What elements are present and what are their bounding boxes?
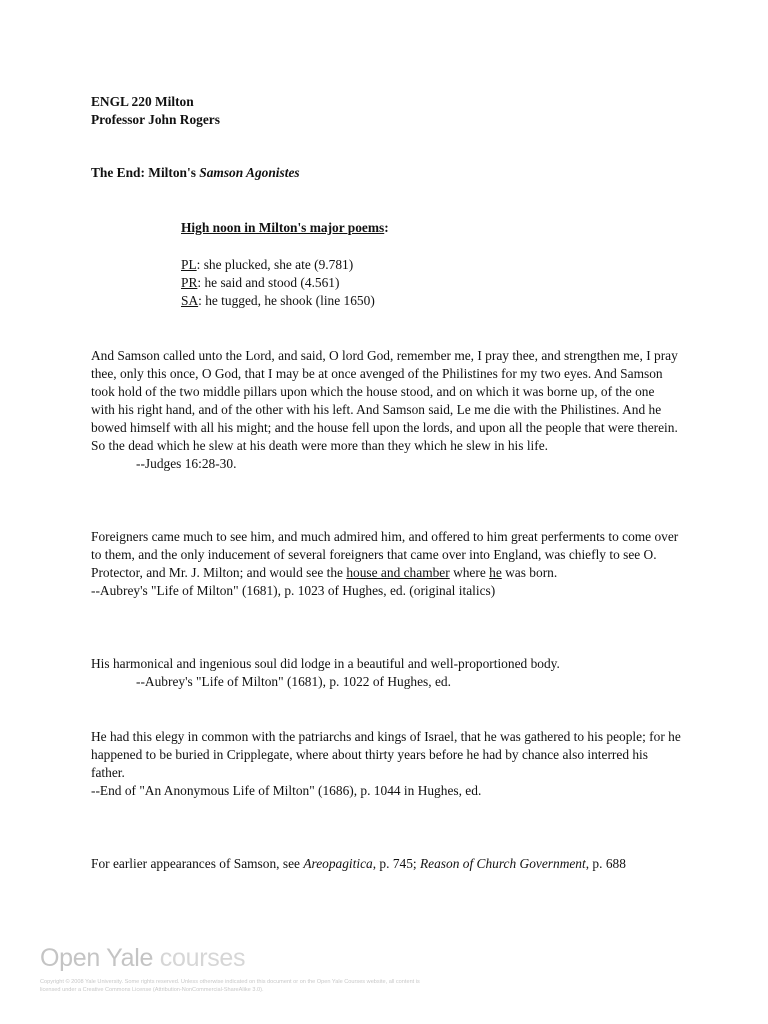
high-noon-text: : he said and stood (4.561) <box>197 275 340 290</box>
high-noon-text: : he tugged, he shook (line 1650) <box>198 293 375 308</box>
high-noon-abbr: PL <box>181 257 197 272</box>
professor-name: Professor John Rogers <box>91 112 220 127</box>
open-yale-courses-logo <box>40 944 245 973</box>
page-title-prefix: The End: Milton's <box>91 165 200 180</box>
aubrey-soul-quote <box>91 655 681 691</box>
closing-work-title: Reason of Church Government <box>419 856 586 871</box>
closing-text-part: , p. 745; <box>372 856 420 871</box>
high-noon-heading <box>181 219 389 237</box>
quote-text-part: where <box>449 565 490 580</box>
quote-text-part: Foreigners came much to see him, and much admired him, and offered to him great perferments to come over to them, and the only inducement of several foreigners that came over into England, was chiefly to see O. Protector, and Mr. J. Milton; and would see the <box>91 529 679 580</box>
aubrey-soul-text: His harmonical and ingenious soul did lodge in a beautiful and well-proportioned body. <box>91 656 560 671</box>
high-noon-text: : she plucked, she ate (9.781) <box>196 257 354 272</box>
aubrey-foreigners-quote <box>91 528 681 600</box>
high-noon-heading-text: High noon in Milton's major poems <box>181 220 385 235</box>
aubrey-foreigners-source: --Aubrey's "Life of Milton" (1681), p. 1023 of Hughes, ed. (original italics) <box>91 583 496 598</box>
high-noon-abbr: PR <box>181 275 198 290</box>
logo-strong: Open Yale <box>40 944 154 972</box>
high-noon-item <box>181 274 339 292</box>
logo-light: courses <box>153 944 246 972</box>
closing-work-title: Areopagitica <box>303 856 373 871</box>
judges-quote-text: And Samson called unto the Lord, and said, O lord God, remember me, I pray thee, and strengthen me, I pray thee, only this once, O God, that I may be at once avenged of the Philistines for my two eyes. And Samson took hold of the two middle pillars upon which the house stood, and on which it was borne up, of the one with his right hand, and of the other with his left. And Samson said, Le me die with the Philistines. And he bowed himself with all his might; and the house fell upon the lords, and upon all the people that were therein. So the dead which he slew at his death were more than they which he slew in his life. <box>91 348 678 453</box>
page-title <box>91 164 300 182</box>
page-title-work: Samson Agonistes <box>199 165 300 180</box>
closing-note-text <box>91 855 681 873</box>
judges-quote-source: --Judges 16:28-30. <box>136 456 237 471</box>
quote-underlined-part: he <box>489 565 502 580</box>
anonymous-life-quote <box>91 728 681 800</box>
copyright-notice: Copyright © 2008 Yale University. Some rights reserved. Unless otherwise indicated on this document or on the Open Yale Courses website, all content is licensed under a Creative Commons License (Attribution-NonCommercial-ShareAlike 3.0). <box>40 979 420 993</box>
aubrey-soul-source: --Aubrey's "Life of Milton" (1681), p. 1022 of Hughes, ed. <box>136 674 451 689</box>
high-noon-abbr: SA <box>181 293 199 308</box>
aubrey-foreigners-text <box>91 528 681 582</box>
judges-quote <box>91 347 681 473</box>
closing-note <box>91 855 681 873</box>
high-noon-item <box>181 256 353 274</box>
anonymous-life-source: --End of "An Anonymous Life of Milton" (1686), p. 1044 in Hughes, ed. <box>91 783 482 798</box>
quote-text-part: was born. <box>501 565 558 580</box>
closing-text-part: For earlier appearances of Samson, see <box>91 856 304 871</box>
high-noon-item <box>181 292 375 310</box>
quote-underlined-part: house and chamber <box>346 565 450 580</box>
anonymous-life-text: He had this elegy in common with the patriarchs and kings of Israel, that he was gathered to his people; for he happened to be buried in Cripplegate, where about thirty years before he had by chance also interred his father. <box>91 729 681 780</box>
course-title: ENGL 220 Milton <box>91 94 194 109</box>
closing-text-part: , p. 688 <box>585 856 626 871</box>
high-noon-heading-colon: : <box>384 220 389 235</box>
